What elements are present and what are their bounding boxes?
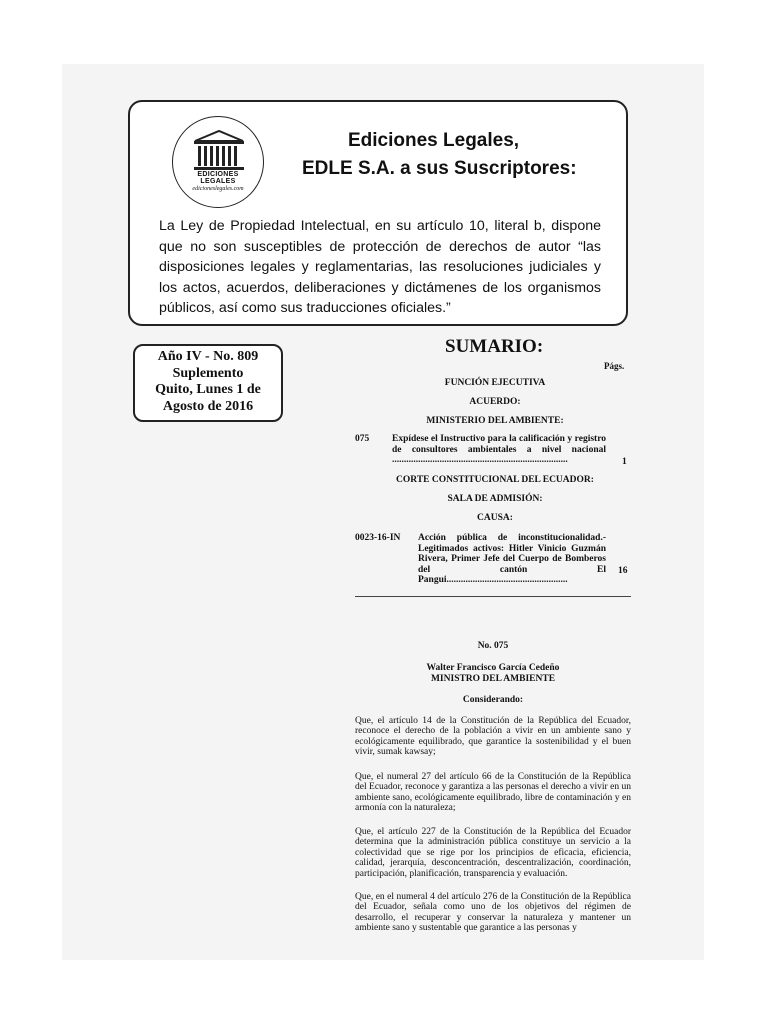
whereas-paragraph: Que, el artículo 14 de la Constitución de la República del Ecuador, reconoce el derecho de la población a vivir en un ambiente sano y ecológicamente equilibrado, que garantice la sostenibilidad y el buen vivir, sumak kawsay;: [355, 716, 631, 758]
ministry-heading: MINISTERIO DEL AMBIENTE:: [426, 416, 564, 426]
subsection-acuerdo: ACUERDO:: [469, 397, 521, 407]
pages-label: Págs.: [604, 361, 625, 371]
notice-title-line2: EDLE S.A. a sus Suscriptores:: [302, 158, 577, 179]
entry-text: Acción pública de inconstitucionalidad.- Legitimados activos: Hitler Vinicio Guzmán Rivera, Primer Jefe del Cuerpo de Bomberos del cantón El Pangui...................................................: [418, 533, 606, 585]
divider-rule: [355, 596, 631, 597]
whereas-paragraph: Que, el numeral 27 del artículo 66 de la Constitución de la República del Ecuador, reconoce y garantiza a las personas el derecho a vivir en un ambiente sano, ecológicamente equilibrado, libre de contaminación y en armonía con la naturaleza;: [355, 772, 631, 814]
logo-text-ediciones: EDICIONES: [197, 171, 239, 178]
ediciones-legales-logo: [172, 116, 264, 208]
section-corte-constitucional: CORTE CONSTITUCIONAL DEL ECUADOR:: [396, 475, 594, 485]
document-number: No. 075: [477, 641, 509, 651]
logo-text-legales: LEGALES: [200, 178, 236, 185]
issue-supplement: Suplemento: [172, 365, 244, 381]
subsection-sala-admision: SALA DE ADMISIÓN:: [447, 494, 543, 504]
notice-body: La Ley de Propiedad Intelectual, en su artículo 10, literal b, dispone que no son susceptibles de protección de derechos de autor “las disposiciones legales y reglamentarias, las resoluciones judiciales y los actos, acuerdos, deliberaciones y dictámenes de los organismos públicos, así como sus traducciones oficiales.”: [159, 218, 601, 316]
notice-title-line1: Ediciones Legales,: [348, 130, 520, 151]
section-funcion-ejecutiva: FUNCIÓN EJECUTIVA: [444, 378, 546, 388]
entry-page: 1: [622, 457, 627, 467]
whereas-paragraph: Que, en el numeral 4 del artículo 276 de la Constitución de la República del Ecuador, señala como uno de los objetivos del régimen de desarrollo, el recuperar y conservar la naturaleza y mantener un ambiente sano y sustentable que garantice a las personas y: [355, 892, 631, 934]
document-author: Walter Francisco García Cedeño: [426, 663, 560, 673]
issue-info-box: [133, 344, 283, 422]
subsection-causa: CAUSA:: [477, 513, 513, 523]
sumario-title: SUMARIO:: [445, 336, 544, 357]
issue-date-line1: Quito, Lunes 1 de: [155, 382, 261, 397]
issue-year-number: Año IV - No. 809: [157, 349, 259, 364]
entry-number: 075: [355, 434, 370, 444]
issue-date-line2: Agosto de 2016: [162, 398, 254, 414]
document-office: MINISTRO DEL AMBIENTE: [430, 674, 556, 684]
courthouse-icon: [191, 129, 247, 173]
logo-url: edicioneslegales.com: [192, 186, 244, 192]
entry-page: 16: [618, 566, 628, 576]
entry-number: 0023-16-IN: [355, 533, 401, 543]
considerando-heading: Considerando:: [462, 695, 524, 705]
entry-text: Expídese el Instructivo para la calificación y registro de consultores ambientales a nivel nacional ..........................................................................: [392, 434, 606, 465]
whereas-paragraph: Que, el artículo 227 de la Constitución de la República del Ecuador determina que la administración pública constituye un servicio a la colectividad que se rige por los principios de eficacia, eficiencia, calidad, jerarquía, desconcentración, descentralización, coordinación, participación, planificación, transparencia y evaluación.: [355, 827, 631, 879]
